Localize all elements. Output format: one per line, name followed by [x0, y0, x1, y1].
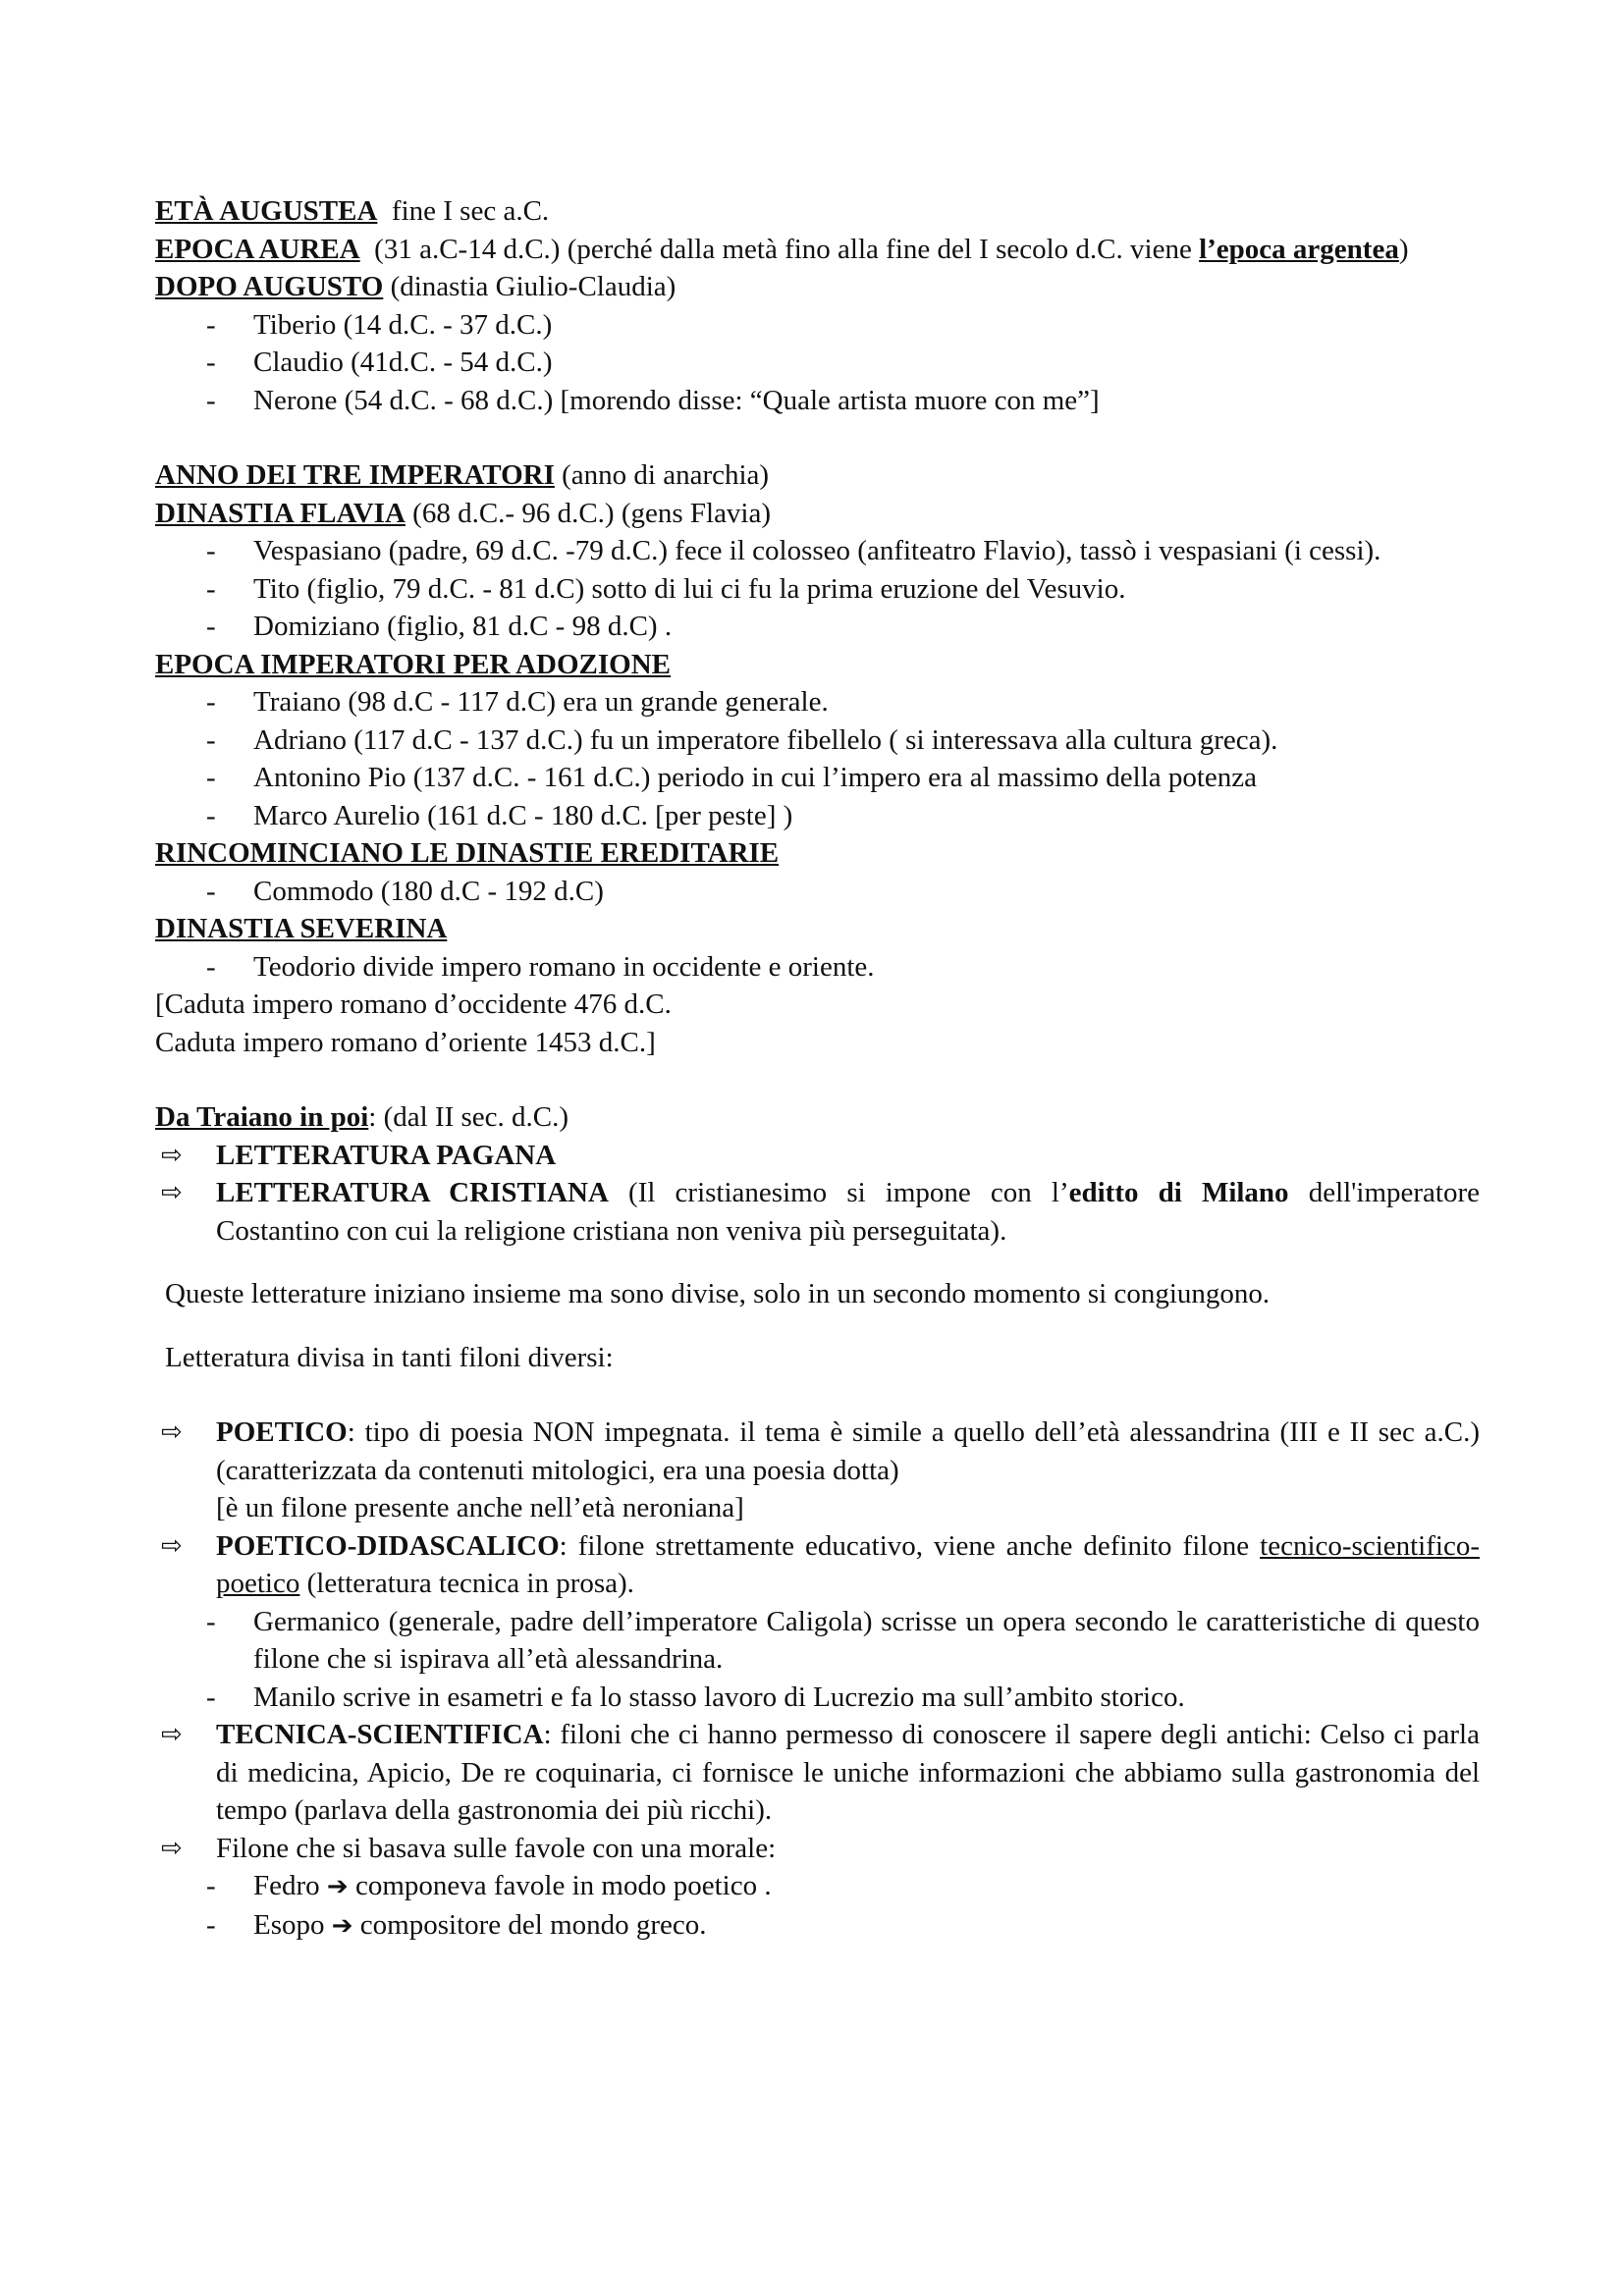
filone-didascalico-underlined: tecnico-scientifico-poetico	[216, 1529, 1480, 1599]
favola-author: Fedro	[253, 1870, 327, 1901]
dash-icon: -	[206, 1908, 216, 1941]
list-item-text: Germanico (generale, padre dell’imperatore Caligola) scrisse un opera secondo le caratteristiche di questo filone che si ispirava all’età alessandrina.	[253, 1605, 1480, 1675]
dash-icon: -	[206, 950, 216, 983]
list-item-text: Antonino Pio (137 d.C. - 161 d.C.) periodo in cui l’impero era al massimo della potenza	[253, 762, 1258, 793]
dash-icon: -	[206, 762, 216, 793]
arrow-right-icon: ⇨	[161, 1178, 183, 1207]
text-dinastia-flavia: (68 d.C.- 96 d.C.) (gens Flavia)	[405, 497, 772, 529]
heading-epoca-aurea: EPOCA AUREA	[155, 233, 360, 265]
heading-severina: DINASTIA SEVERINA	[155, 913, 448, 944]
filone-poetico-label: POETICO	[216, 1416, 348, 1448]
filone-tecnica-label: TECNICA-SCIENTIFICA	[216, 1719, 544, 1750]
line-anno-tre	[155, 456, 1480, 495]
list-item-text	[253, 1906, 1480, 1946]
list-item	[155, 1414, 1480, 1527]
dash-icon: -	[206, 875, 216, 907]
dash-icon: -	[206, 686, 216, 718]
list-item-text: Teodorio divide impero romano in occidente e oriente.	[253, 950, 875, 983]
line-adozione	[155, 646, 1480, 684]
line-epoca-aurea	[155, 231, 1480, 269]
dash-icon: -	[206, 347, 216, 378]
filone-didascalico-text: : filone strettamente educativo, viene anche definito filone	[559, 1529, 1261, 1562]
list-item	[155, 721, 1480, 760]
line-dopo-augusto	[155, 268, 1480, 306]
heading-dopo-augusto: DOPO AUGUSTO	[155, 271, 384, 302]
list-item	[155, 759, 1480, 797]
list-item	[155, 1679, 1480, 1717]
filone-tecnica	[216, 1716, 1480, 1830]
line-ereditarie	[155, 834, 1480, 873]
filone-didascalico-label: POETICO-DIDASCALICO	[216, 1529, 560, 1562]
list-item-text: Tito (figlio, 79 d.C. - 81 d.C) sotto di lui ci fu la prima eruzione del Vesuvio.	[253, 572, 1126, 605]
text-dopo-augusto: (dinastia Giulio-Claudia)	[383, 271, 676, 302]
line-severina	[155, 910, 1480, 948]
list-item	[155, 344, 1480, 382]
dash-icon: -	[206, 1870, 216, 1901]
list-item-text: Vespasiano (padre, 69 d.C. -79 d.C.) fece il colosseo (anfiteatro Flavio), tassò i vespasiani (i cessi).	[253, 535, 1381, 566]
editto-di-milano: editto di Milano	[1068, 1177, 1289, 1208]
list-item	[155, 570, 1480, 609]
text-eta-augustea: fine I sec a.C.	[377, 195, 550, 227]
dash-icon: -	[206, 611, 216, 642]
filone-didascalico-tail: (letteratura tecnica in prosa).	[299, 1568, 634, 1599]
list-item	[155, 608, 1480, 646]
list-item-text: Tiberio (14 d.C. - 37 d.C.)	[253, 308, 553, 341]
note-occidente: [Caduta impero romano d’occidente 476 d.C.	[155, 988, 672, 1020]
heading-anno-tre: ANNO DEI TRE IMPERATORI	[155, 459, 555, 491]
letteratura-pagana: LETTERATURA PAGANA	[216, 1139, 557, 1171]
list-item	[155, 382, 1480, 420]
list-item	[155, 1527, 1480, 1603]
list-item	[155, 1830, 1480, 1868]
text-epoca-aurea-end: )	[1398, 233, 1409, 265]
list-item	[155, 797, 1480, 835]
arrow-right-icon: ➔	[331, 1910, 353, 1941]
dash-icon: -	[206, 384, 216, 416]
list-item	[155, 1716, 1480, 1830]
heading-dinastia-flavia: DINASTIA FLAVIA	[155, 497, 406, 529]
dash-icon: -	[206, 723, 216, 756]
filone-favole-text: Filone che si basava sulle favole con una morale:	[216, 1832, 777, 1864]
list-item-text: Marco Aurelio (161 d.C - 180 d.C. [per peste] )	[253, 799, 793, 831]
favola-author: Esopo	[253, 1908, 332, 1941]
dash-icon: -	[206, 1681, 216, 1713]
heading-traiano: Da Traiano in poi	[155, 1101, 369, 1133]
list-item	[155, 1906, 1480, 1946]
arrow-right-icon: ⇨	[161, 1140, 183, 1170]
paragraph-filoni: Letteratura divisa in tanti filoni diversi:	[165, 1341, 614, 1373]
filone-tecnica-text: : filoni che ci hanno permesso di conoscere il sapere degli antichi: Celso ci parla di medicina, Apicio, De re coquinaria, ci fornisce le uniche informazioni che abbiamo sulla gastronomia del tempo (parlava della gastronomia dei più ricchi).	[216, 1719, 1480, 1826]
list-item-text: Traiano (98 d.C - 117 d.C) era un grande generale.	[253, 686, 829, 718]
letteratura-cristiana-tail: dell'imperatore Costantino con cui la religione cristiana non veniva più perseguitata).	[216, 1177, 1481, 1247]
line-dinastia-flavia	[155, 495, 1480, 533]
filone-poetico-note: [è un filone presente anche nell’età neroniana]	[216, 1492, 744, 1523]
emphasis-epoca-argentea: l’epoca argentea	[1199, 233, 1399, 265]
list-item	[155, 532, 1480, 570]
dash-icon: -	[206, 535, 216, 566]
list-item	[155, 873, 1480, 911]
dash-icon: -	[206, 572, 216, 605]
list-item	[155, 683, 1480, 721]
favola-desc: compositore del mondo greco.	[352, 1908, 707, 1941]
text-epoca-aurea: (31 a.C-14 d.C.) (perché dalla metà fino alla fine del I secolo d.C. viene	[359, 233, 1200, 265]
letteratura-cristiana	[216, 1174, 1480, 1250]
letteratura-cristiana-label: LETTERATURA CRISTIANA	[216, 1177, 609, 1208]
list-item	[155, 1603, 1480, 1679]
heading-eta-augustea: ETÀ AUGUSTEA	[155, 195, 378, 227]
filone-didascalico	[216, 1527, 1480, 1603]
list-item-text: Adriano (117 d.C - 137 d.C.) fu un imperatore fibellelo ( si interessava alla cultura greca).	[253, 723, 1278, 756]
line-eta-augustea	[155, 192, 1480, 231]
letteratura-cristiana-text: (Il cristianesimo si impone con l’	[608, 1177, 1069, 1208]
list-item-text: Manilo scrive in esametri e fa lo stasso lavoro di Lucrezio ma sull’ambito storico.	[253, 1681, 1185, 1713]
arrow-right-icon: ⇨	[161, 1833, 183, 1863]
line-traiano	[155, 1098, 1480, 1137]
list-item	[155, 1867, 1480, 1906]
text-traiano: : (dal II sec. d.C.)	[368, 1101, 569, 1133]
note-oriente: Caduta impero romano d’oriente 1453 d.C.]	[155, 1026, 656, 1058]
list-item-text: Domiziano (figlio, 81 d.C - 98 d.C) .	[253, 611, 673, 642]
arrow-right-icon: ➔	[326, 1872, 349, 1901]
dash-icon: -	[206, 1605, 216, 1637]
list-item	[155, 1137, 1480, 1175]
arrow-right-icon: ⇨	[161, 1720, 183, 1749]
text-anno-tre: (anno di anarchia)	[554, 459, 770, 491]
list-item-text: Claudio (41d.C. - 54 d.C.)	[253, 347, 553, 378]
dash-icon: -	[206, 799, 216, 831]
arrow-right-icon: ⇨	[161, 1530, 183, 1561]
list-item	[155, 1174, 1480, 1250]
heading-adozione: EPOCA IMPERATORI PER ADOZIONE	[155, 648, 672, 680]
filone-poetico-text: : tipo di poesia NON impegnata. il tema è simile a quello dell’età alessandrina (III e II sec a.C.) (caratterizzata da contenuti mitologici, era una poesia dotta)	[216, 1416, 1480, 1486]
list-item-text: Nerone (54 d.C. - 68 d.C.) [morendo disse: “Quale artista muore con me”]	[253, 384, 1100, 416]
heading-ereditarie: RINCOMINCIANO LE DINASTIE EREDITARIE	[155, 837, 780, 869]
list-item-text	[253, 1867, 1480, 1906]
dash-icon: -	[206, 308, 216, 341]
paragraph-letterature: Queste letterature iniziano insieme ma sono divise, solo in un secondo momento si congiungono.	[165, 1278, 1271, 1309]
arrow-right-icon: ⇨	[161, 1417, 183, 1447]
favola-desc: componeva favole in modo poetico .	[348, 1870, 772, 1901]
list-item-text: Commodo (180 d.C - 192 d.C)	[253, 875, 604, 907]
list-item	[155, 948, 1480, 987]
filone-poetico	[216, 1414, 1480, 1527]
list-item	[155, 306, 1480, 345]
